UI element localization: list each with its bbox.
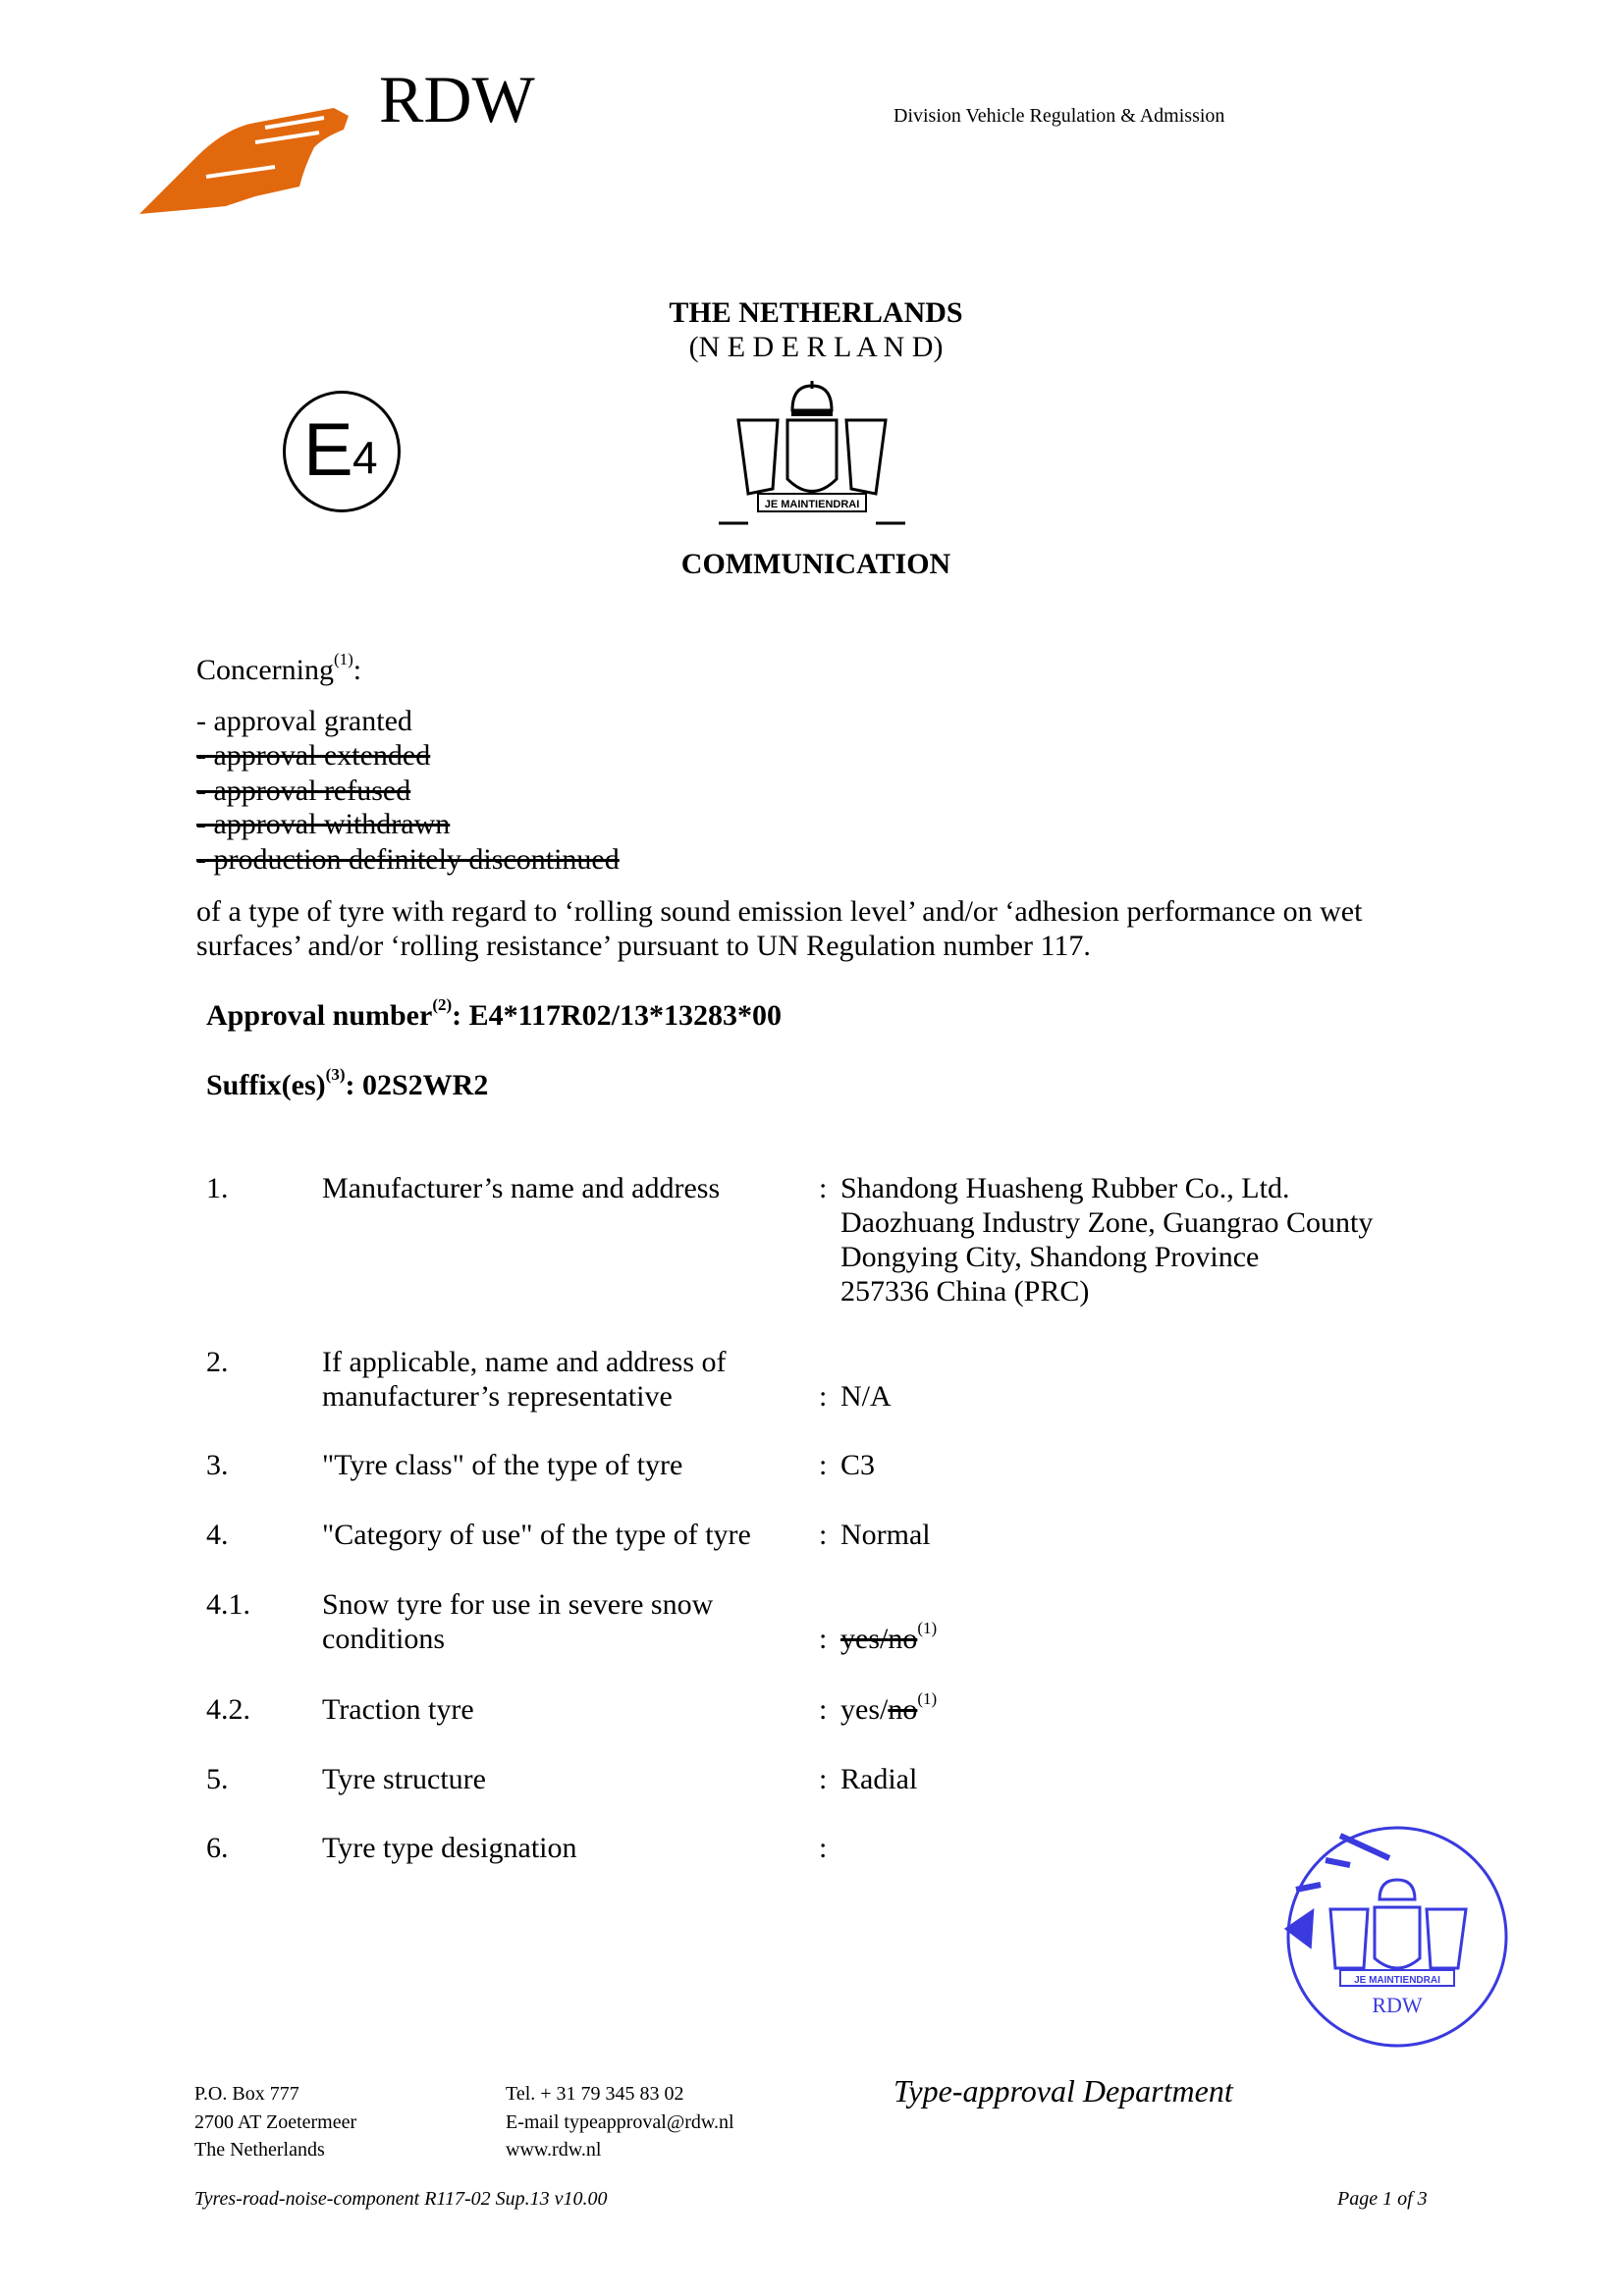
footer-phone: Tel. + 31 79 345 83 02 bbox=[506, 2083, 684, 2105]
svg-text:JE MAINTIENDRAI: JE MAINTIENDRAI bbox=[1354, 1975, 1440, 1986]
row-colon: : bbox=[819, 1172, 828, 1204]
row-number: 4.1. bbox=[206, 1588, 250, 1621]
department-signature: Type-approval Department bbox=[893, 2073, 1233, 2109]
motto-text: JE MAINTIENDRAI bbox=[764, 499, 860, 510]
division-name: Division Vehicle Regulation & Admission bbox=[893, 105, 1225, 127]
row-label: conditions bbox=[322, 1623, 445, 1655]
e4-approval-mark bbox=[283, 391, 401, 512]
row-value-yes-no: yes/$no^{(1)}$ bbox=[840, 1619, 938, 1655]
row-colon: : bbox=[819, 1380, 828, 1413]
row-colon: : bbox=[819, 1623, 828, 1655]
row-label: "Tyre class" of the type of tyre bbox=[322, 1449, 683, 1481]
row-colon: : bbox=[819, 1693, 828, 1726]
concerning-item: - approval granted bbox=[196, 705, 412, 737]
scope-paragraph-line: surfaces’ and/or ‘rolling resistance’ pursuant to UN Regulation number 117. bbox=[196, 930, 1091, 962]
communication-heading: COMMUNICATION bbox=[680, 548, 951, 580]
footer-address-line: 2700 AT Zoetermeer bbox=[194, 2111, 357, 2133]
row-number: 1. bbox=[206, 1172, 229, 1204]
footer-email[interactable]: E-mail typeapproval@rdw.nl bbox=[506, 2111, 734, 2133]
rdw-stamp-icon bbox=[1281, 1821, 1513, 2053]
country-title: THE NETHERLANDS bbox=[669, 296, 963, 329]
row-number: 4. bbox=[206, 1519, 229, 1551]
row-value: Daozhuang Industry Zone, Guangrao County bbox=[840, 1206, 1374, 1239]
mark-number: 4 bbox=[352, 432, 378, 483]
scope-paragraph-line: of a type of tyre with regard to ‘rolling sound emission level’ and/or ‘adhesion performance on wet bbox=[196, 895, 1363, 928]
row-colon: : bbox=[819, 1832, 828, 1864]
concerning-item: - approval withdrawn bbox=[196, 808, 451, 840]
row-value: N/A bbox=[840, 1380, 892, 1413]
row-value: Normal bbox=[840, 1519, 931, 1551]
row-label: "Category of use" of the type of tyre bbox=[322, 1519, 751, 1551]
row-label: Tyre structure bbox=[322, 1763, 486, 1795]
rdw-logo-icon bbox=[137, 98, 353, 216]
row-number: 5. bbox=[206, 1763, 229, 1795]
suffixes: Suffix(es)$^{(3)}$: 02S2WR2 bbox=[206, 1065, 489, 1101]
approval-number: Approval number$^{(2)}$: E4*117R02/13*13283*00 bbox=[206, 995, 783, 1032]
row-colon: : bbox=[819, 1763, 828, 1795]
concerning-item: - approval extended bbox=[196, 739, 431, 772]
row-label: Traction tyre bbox=[322, 1693, 474, 1726]
footer-address-line: P.O. Box 777 bbox=[194, 2083, 299, 2105]
concerning-label: Concerning$^{(1)}$: bbox=[196, 650, 362, 686]
row-value: 257336 China (PRC) bbox=[840, 1275, 1090, 1308]
coat-of-arms-icon bbox=[719, 381, 905, 526]
row-number: 2. bbox=[206, 1346, 229, 1378]
row-value: Radial bbox=[840, 1763, 918, 1795]
row-colon: : bbox=[819, 1449, 828, 1481]
concerning-item: - production definitely discontinued bbox=[196, 843, 620, 876]
page-number: Page 1 of 3 bbox=[1337, 2188, 1428, 2210]
row-label: Manufacturer’s name and address bbox=[322, 1172, 721, 1204]
row-number: 6. bbox=[206, 1832, 229, 1864]
row-label: manufacturer’s representative bbox=[322, 1380, 673, 1413]
row-value-yes-no: yes/$no^{(1)}$ bbox=[840, 1689, 938, 1726]
row-value: Shandong Huasheng Rubber Co., Ltd. bbox=[840, 1172, 1290, 1204]
row-value: C3 bbox=[840, 1449, 876, 1481]
footer-address-line: The Netherlands bbox=[194, 2139, 325, 2161]
mark-letter: E bbox=[303, 408, 353, 492]
row-number: 3. bbox=[206, 1449, 229, 1481]
row-number: 4.2. bbox=[206, 1693, 250, 1726]
row-value: Dongying City, Shandong Province bbox=[840, 1241, 1260, 1273]
svg-text:RDW: RDW bbox=[1372, 1993, 1423, 2017]
footer-website[interactable]: www.rdw.nl bbox=[506, 2139, 602, 2161]
country-local: (N E D E R L A N D) bbox=[688, 331, 944, 363]
document-id: Tyres-road-noise-component R117-02 Sup.13 v10.00 bbox=[194, 2188, 608, 2210]
row-label: Tyre type designation bbox=[322, 1832, 577, 1864]
rdw-logo-text: RDW bbox=[379, 62, 535, 136]
row-colon: : bbox=[819, 1519, 828, 1551]
row-label: If applicable, name and address of bbox=[322, 1346, 727, 1378]
row-label: Snow tyre for use in severe snow bbox=[322, 1588, 714, 1621]
concerning-item: - approval refused bbox=[196, 774, 411, 807]
